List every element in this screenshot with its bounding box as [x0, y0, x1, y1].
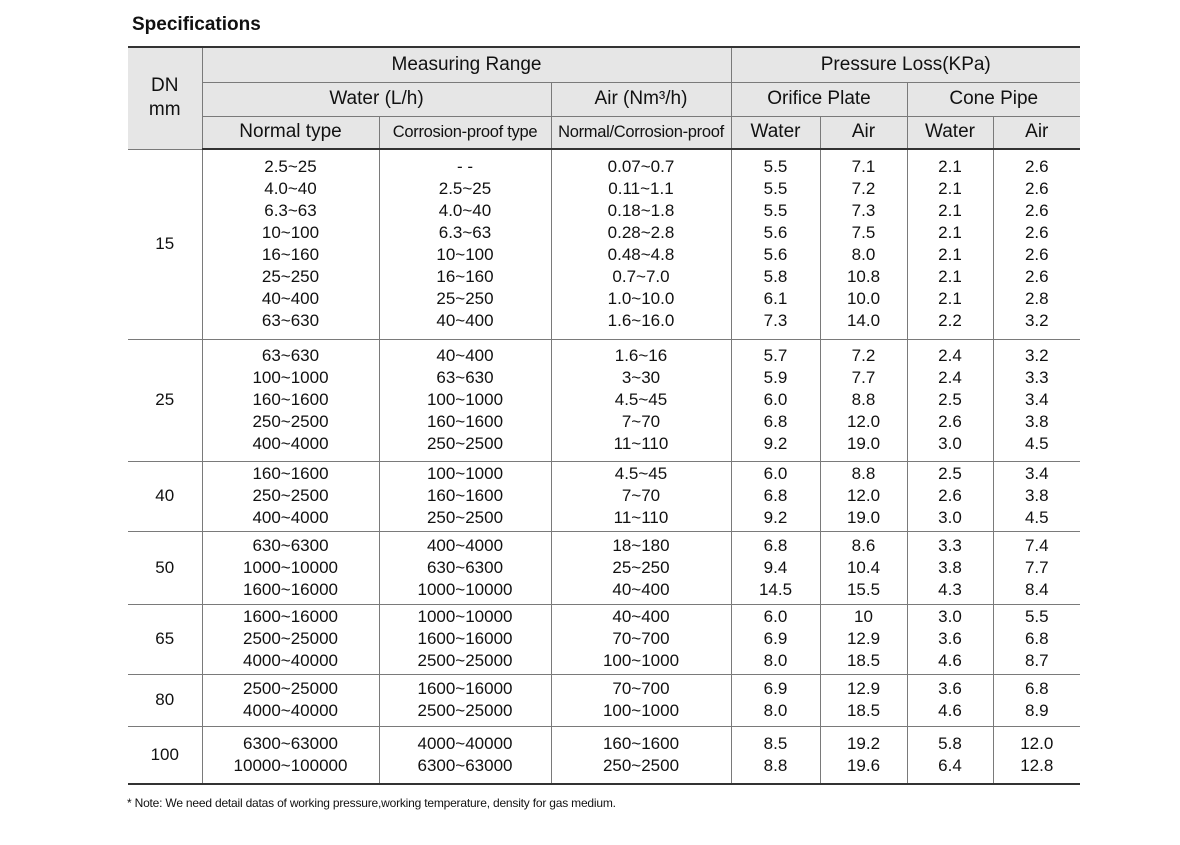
orifice-water-value: 8.0 [763, 701, 788, 720]
orifice-water-value: 6.8 [763, 535, 788, 555]
cone-water-cell [907, 339, 993, 461]
orifice-air-value: 18.5 [846, 651, 881, 670]
dn-cell: 40 [128, 461, 202, 531]
cone-air-cell [993, 726, 1080, 784]
normal-type-value: 16~160 [261, 245, 320, 265]
cone-air-value: 8.4 [1024, 579, 1049, 599]
normal-type-value: 160~1600 [252, 390, 329, 409]
cone-air-value: 2.6 [1024, 267, 1049, 287]
orifice-water-value: 6.9 [763, 629, 788, 648]
orifice-air-cell [820, 726, 907, 784]
normal-type-value: 630~6300 [252, 535, 329, 555]
page-title: Specifications [132, 14, 261, 35]
air-range-value: 11~110 [613, 434, 669, 453]
cone-water-value: 2.6 [938, 486, 962, 505]
corrosion-proof-type-value: 40~400 [436, 311, 494, 331]
cone-water-value: 2.1 [938, 267, 962, 287]
orifice-water-value: 5.5 [763, 157, 788, 177]
normal-type-value: 100~1000 [252, 368, 329, 387]
corrosion-proof-type-value: 10~100 [436, 245, 494, 265]
air-range-value: 18~180 [612, 535, 670, 555]
cone-air-value: 3.4 [1024, 390, 1049, 409]
corrosion-proof-type-value: 1000~10000 [417, 579, 513, 599]
cone-air-value: 3.3 [1024, 368, 1049, 387]
cone-air-value: 2.6 [1024, 179, 1049, 199]
orifice-water-value: 5.6 [763, 223, 788, 243]
orifice-water-cell [731, 461, 820, 531]
cone-water-value: 2.4 [938, 368, 962, 387]
header-cone-pipe: Cone Pipe [907, 82, 1080, 116]
corrosion-proof-type-value: 630~6300 [426, 557, 504, 577]
orifice-water-cell [731, 726, 820, 784]
orifice-air-value: 7.1 [851, 157, 876, 177]
orifice-air-cell [820, 461, 907, 531]
cone-air-value: 8.7 [1024, 651, 1049, 670]
orifice-air-value: 19.0 [846, 508, 881, 527]
cone-air-value: 7.7 [1024, 557, 1049, 577]
corrosion-proof-type-value: 25~250 [436, 289, 494, 309]
header-dn-label: DN [151, 75, 179, 97]
normal-type-value: 4.0~40 [264, 179, 317, 199]
cone-water-value: 3.8 [938, 557, 962, 577]
normal-type-value: 250~2500 [252, 412, 329, 431]
cone-water-value: 4.3 [938, 579, 962, 599]
table-row [128, 726, 1080, 784]
orifice-air-cell [820, 674, 907, 726]
air-range-value: 0.48~4.8 [607, 245, 675, 265]
air-range-value: 1.6~16 [614, 346, 668, 365]
orifice-water-value: 6.8 [763, 486, 788, 505]
corrosion-proof-type-value: 4.0~40 [438, 201, 492, 221]
normal-type-value: 400~4000 [252, 434, 329, 453]
dn-cell: 25 [128, 339, 202, 461]
orifice-air-cell [820, 604, 907, 674]
cone-water-value: 2.1 [938, 157, 962, 177]
table-row [128, 674, 1080, 726]
normal-type-value: 1600~16000 [242, 607, 339, 626]
cone-air-value: 3.8 [1024, 412, 1049, 431]
orifice-water-value: 8.5 [763, 733, 788, 753]
normal-type-cell [202, 604, 379, 674]
normal-type-value: 400~4000 [252, 508, 329, 527]
orifice-air-value: 7.5 [851, 223, 876, 243]
cone-air-value: 4.5 [1024, 434, 1049, 453]
orifice-air-value: 12.9 [846, 679, 881, 698]
corrosion-proof-type-cell [379, 674, 551, 726]
dn-cell: 50 [128, 531, 202, 604]
header-dn-unit: mm [148, 99, 181, 121]
corrosion-proof-type-value: 100~1000 [426, 390, 504, 409]
cone-air-value: 12.0 [1020, 733, 1054, 753]
orifice-air-value: 10.8 [846, 267, 881, 287]
orifice-air-value: 7.7 [851, 368, 876, 387]
normal-type-cell [202, 674, 379, 726]
normal-type-cell [202, 149, 379, 339]
corrosion-proof-type-value: 16~160 [436, 267, 494, 287]
cone-water-value: 2.6 [938, 412, 962, 431]
orifice-air-value: 10.0 [846, 289, 881, 309]
orifice-water-value: 8.0 [763, 651, 788, 670]
cone-air-value: 2.6 [1024, 223, 1049, 243]
orifice-air-value: 12.0 [846, 412, 881, 431]
orifice-air-value: 8.0 [851, 245, 876, 265]
cone-water-value: 4.6 [938, 651, 962, 670]
air-range-cell [551, 531, 731, 604]
orifice-air-value: 12.0 [846, 486, 881, 505]
dn-cell: 100 [128, 726, 202, 784]
air-range-cell [551, 604, 731, 674]
air-range-value: 4.5~45 [614, 464, 668, 483]
normal-type-value: 6.3~63 [264, 201, 317, 221]
air-range-value: 250~2500 [602, 755, 680, 775]
orifice-water-cell [731, 339, 820, 461]
cone-air-value: 2.8 [1024, 289, 1049, 309]
dn-cell: 80 [128, 674, 202, 726]
header-corrosion-proof-type: Corrosion-proof type [379, 116, 551, 149]
cone-water-value: 3.6 [938, 679, 962, 698]
cone-air-value: 4.5 [1024, 508, 1049, 527]
orifice-water-cell [731, 674, 820, 726]
corrosion-proof-type-value: 1000~10000 [417, 607, 513, 626]
orifice-water-value: 5.9 [763, 368, 788, 387]
corrosion-proof-type-cell [379, 149, 551, 339]
orifice-air-value: 18.5 [846, 701, 881, 720]
dn-cell: 15 [128, 149, 202, 339]
normal-type-value: 6300~63000 [242, 733, 339, 753]
table-row [128, 531, 1080, 604]
air-range-value: 0.11~1.1 [608, 179, 674, 199]
orifice-water-value: 7.3 [763, 311, 788, 331]
header-pressure-loss: Pressure Loss(KPa) [731, 47, 1080, 82]
cone-water-value: 2.5 [938, 464, 962, 483]
air-range-value: 100~1000 [602, 651, 680, 670]
air-range-value: 0.28~2.8 [607, 223, 675, 243]
air-range-value: 0.07~0.7 [607, 157, 675, 177]
corrosion-proof-type-value: 250~2500 [426, 434, 504, 453]
corrosion-proof-type-value: 63~630 [436, 368, 494, 387]
footnote: * Note: We need detail datas of working pressure,working temperature, density for gas medium. [127, 796, 616, 810]
cone-water-cell [907, 726, 993, 784]
header-cone-water: Water [907, 116, 993, 149]
cone-water-cell [907, 674, 993, 726]
normal-type-value: 1600~16000 [242, 579, 339, 599]
normal-type-value: 4000~40000 [242, 701, 339, 720]
orifice-air-value: 19.6 [846, 755, 881, 775]
normal-type-value: 250~2500 [252, 486, 329, 505]
cone-water-value: 3.3 [938, 535, 962, 555]
air-range-value: 7~70 [621, 486, 661, 505]
header-air-nm3h: Air (Nm³/h) [551, 82, 731, 116]
normal-type-value: 2500~25000 [242, 629, 339, 648]
cone-water-value: 2.2 [938, 311, 962, 331]
cone-water-cell [907, 461, 993, 531]
header-orifice-water: Water [731, 116, 820, 149]
header-measuring-range: Measuring Range [202, 47, 731, 82]
cone-water-value: 2.1 [938, 179, 962, 199]
dn-cell: 65 [128, 604, 202, 674]
air-range-value: 40~400 [612, 579, 670, 599]
cone-air-cell [993, 339, 1080, 461]
normal-type-cell [202, 461, 379, 531]
orifice-air-value: 15.5 [846, 579, 881, 599]
header-water-lh: Water (L/h) [202, 82, 551, 116]
normal-type-value: 10~100 [261, 223, 320, 243]
normal-type-value: 63~630 [261, 311, 320, 331]
orifice-water-value: 14.5 [758, 579, 793, 599]
corrosion-proof-type-value: 2.5~25 [438, 179, 492, 199]
orifice-water-value: 6.0 [763, 390, 788, 409]
cone-air-value: 8.9 [1024, 701, 1049, 720]
orifice-air-value: 14.0 [846, 311, 881, 331]
cone-air-cell [993, 461, 1080, 531]
air-range-cell [551, 726, 731, 784]
cone-air-cell [993, 604, 1080, 674]
corrosion-proof-type-cell [379, 461, 551, 531]
orifice-water-value: 5.5 [763, 179, 788, 199]
header-normal-corrosion-proof: Normal/Corrosion-proof [551, 116, 731, 149]
air-range-value: 7~70 [621, 412, 661, 431]
air-range-value: 0.18~1.8 [607, 201, 675, 221]
air-range-value: 0.7~7.0 [612, 267, 670, 287]
header-orifice-plate: Orifice Plate [731, 82, 907, 116]
cone-air-value: 3.8 [1024, 486, 1049, 505]
cone-water-value: 3.6 [938, 629, 962, 648]
air-range-cell [551, 339, 731, 461]
normal-type-value: 2.5~25 [264, 157, 317, 177]
air-range-cell [551, 149, 731, 339]
specifications-table [128, 46, 1080, 785]
orifice-air-value: 8.6 [851, 535, 876, 555]
corrosion-proof-type-value: 400~4000 [426, 535, 504, 555]
corrosion-proof-type-cell [379, 726, 551, 784]
corrosion-proof-type-value: 160~1600 [426, 486, 504, 505]
cone-air-value: 12.8 [1020, 755, 1054, 775]
cone-air-cell [993, 149, 1080, 339]
normal-type-value: 40~400 [261, 289, 320, 309]
orifice-water-cell [731, 149, 820, 339]
normal-type-value: 10000~100000 [233, 755, 348, 775]
orifice-air-value: 12.9 [846, 629, 881, 648]
cone-water-cell [907, 531, 993, 604]
cone-air-value: 6.8 [1024, 679, 1049, 698]
air-range-value: 4.5~45 [614, 390, 668, 409]
orifice-water-cell [731, 604, 820, 674]
corrosion-proof-type-cell [379, 531, 551, 604]
corrosion-proof-type-value: 1600~16000 [417, 629, 513, 648]
orifice-water-value: 6.0 [763, 464, 788, 483]
cone-air-cell [993, 531, 1080, 604]
orifice-air-value: 7.3 [851, 201, 876, 221]
orifice-air-value: 10 [854, 607, 873, 626]
cone-water-value: 2.1 [938, 223, 962, 243]
normal-type-value: 25~250 [261, 267, 320, 287]
cone-water-value: 6.4 [938, 755, 962, 775]
cone-water-value: 2.5 [938, 390, 962, 409]
orifice-water-value: 6.9 [763, 679, 788, 698]
normal-type-cell [202, 531, 379, 604]
cone-air-value: 3.4 [1024, 464, 1049, 483]
air-range-value: 11~110 [613, 508, 669, 527]
corrosion-proof-type-value: 6300~63000 [417, 755, 513, 775]
orifice-water-value: 6.0 [763, 607, 788, 626]
orifice-water-value: 6.1 [763, 289, 788, 309]
header-dn [128, 47, 202, 149]
cone-water-cell [907, 604, 993, 674]
corrosion-proof-type-value: 100~1000 [426, 464, 504, 483]
air-range-value: 1.6~16.0 [607, 311, 675, 331]
normal-type-value: 160~1600 [252, 464, 329, 483]
orifice-water-value: 5.6 [763, 245, 788, 265]
corrosion-proof-type-value: 6.3~63 [438, 223, 492, 243]
table-row [128, 604, 1080, 674]
normal-type-cell [202, 339, 379, 461]
orifice-water-value: 5.5 [763, 201, 788, 221]
cone-air-value: 5.5 [1024, 607, 1049, 626]
orifice-air-value: 7.2 [851, 346, 876, 365]
air-range-value: 1.0~10.0 [607, 289, 675, 309]
orifice-air-value: 10.4 [846, 557, 881, 577]
cone-water-value: 2.1 [938, 201, 962, 221]
cone-water-value: 4.6 [938, 701, 962, 720]
air-range-value: 3~30 [621, 368, 661, 387]
air-range-value: 100~1000 [602, 701, 680, 720]
orifice-air-cell [820, 339, 907, 461]
normal-type-value: 2500~25000 [242, 679, 339, 698]
cone-air-value: 2.6 [1024, 201, 1049, 221]
air-range-cell [551, 674, 731, 726]
cone-water-value: 3.0 [938, 607, 962, 626]
corrosion-proof-type-value: 1600~16000 [417, 679, 513, 698]
cone-water-value: 3.0 [938, 434, 962, 453]
orifice-air-value: 8.8 [851, 390, 876, 409]
orifice-water-value: 9.2 [763, 508, 788, 527]
cone-air-cell [993, 674, 1080, 726]
orifice-air-cell [820, 149, 907, 339]
orifice-air-value: 19.2 [846, 733, 881, 753]
normal-type-cell [202, 726, 379, 784]
air-range-value: 70~700 [612, 629, 670, 648]
table-row [128, 461, 1080, 531]
table-row [128, 149, 1080, 339]
orifice-air-value: 8.8 [851, 464, 876, 483]
header-orifice-air: Air [820, 116, 907, 149]
normal-type-value: 4000~40000 [242, 651, 339, 670]
cone-air-value: 3.2 [1024, 311, 1049, 331]
corrosion-proof-type-cell [379, 339, 551, 461]
corrosion-proof-type-value: 160~1600 [426, 412, 504, 431]
orifice-water-value: 8.8 [763, 755, 788, 775]
table-body [128, 149, 1080, 784]
header-cone-air: Air [993, 116, 1080, 149]
corrosion-proof-type-value: 2500~25000 [417, 651, 513, 670]
cone-air-value: 3.2 [1024, 346, 1049, 365]
cone-water-value: 5.8 [938, 733, 962, 753]
orifice-water-value: 5.8 [763, 267, 788, 287]
orifice-air-value: 19.0 [846, 434, 881, 453]
corrosion-proof-type-value: 2500~25000 [417, 701, 513, 720]
cone-air-value: 2.6 [1024, 245, 1049, 265]
corrosion-proof-type-value: 40~400 [436, 346, 494, 365]
header-normal-type: Normal type [202, 116, 379, 149]
cone-water-cell [907, 149, 993, 339]
orifice-water-value: 9.2 [763, 434, 788, 453]
orifice-water-cell [731, 531, 820, 604]
cone-water-value: 3.0 [938, 508, 962, 527]
cone-air-value: 6.8 [1024, 629, 1049, 648]
air-range-value: 160~1600 [602, 733, 680, 753]
air-range-value: 40~400 [612, 607, 670, 626]
normal-type-value: 1000~10000 [242, 557, 339, 577]
orifice-water-value: 6.8 [763, 412, 788, 431]
orifice-air-cell [820, 531, 907, 604]
cone-air-value: 7.4 [1024, 535, 1049, 555]
air-range-value: 25~250 [612, 557, 670, 577]
air-range-cell [551, 461, 731, 531]
orifice-water-value: 5.7 [763, 346, 788, 365]
cone-water-value: 2.4 [938, 346, 962, 365]
table-row [128, 339, 1080, 461]
cone-water-value: 2.1 [938, 289, 962, 309]
air-range-value: 70~700 [612, 679, 670, 698]
corrosion-proof-type-value: - - [456, 157, 474, 177]
corrosion-proof-type-cell [379, 604, 551, 674]
cone-air-value: 2.6 [1024, 157, 1049, 177]
orifice-water-value: 9.4 [763, 557, 788, 577]
orifice-air-value: 7.2 [851, 179, 876, 199]
cone-water-value: 2.1 [938, 245, 962, 265]
normal-type-value: 63~630 [261, 346, 320, 365]
corrosion-proof-type-value: 4000~40000 [417, 733, 513, 753]
corrosion-proof-type-value: 250~2500 [426, 508, 504, 527]
